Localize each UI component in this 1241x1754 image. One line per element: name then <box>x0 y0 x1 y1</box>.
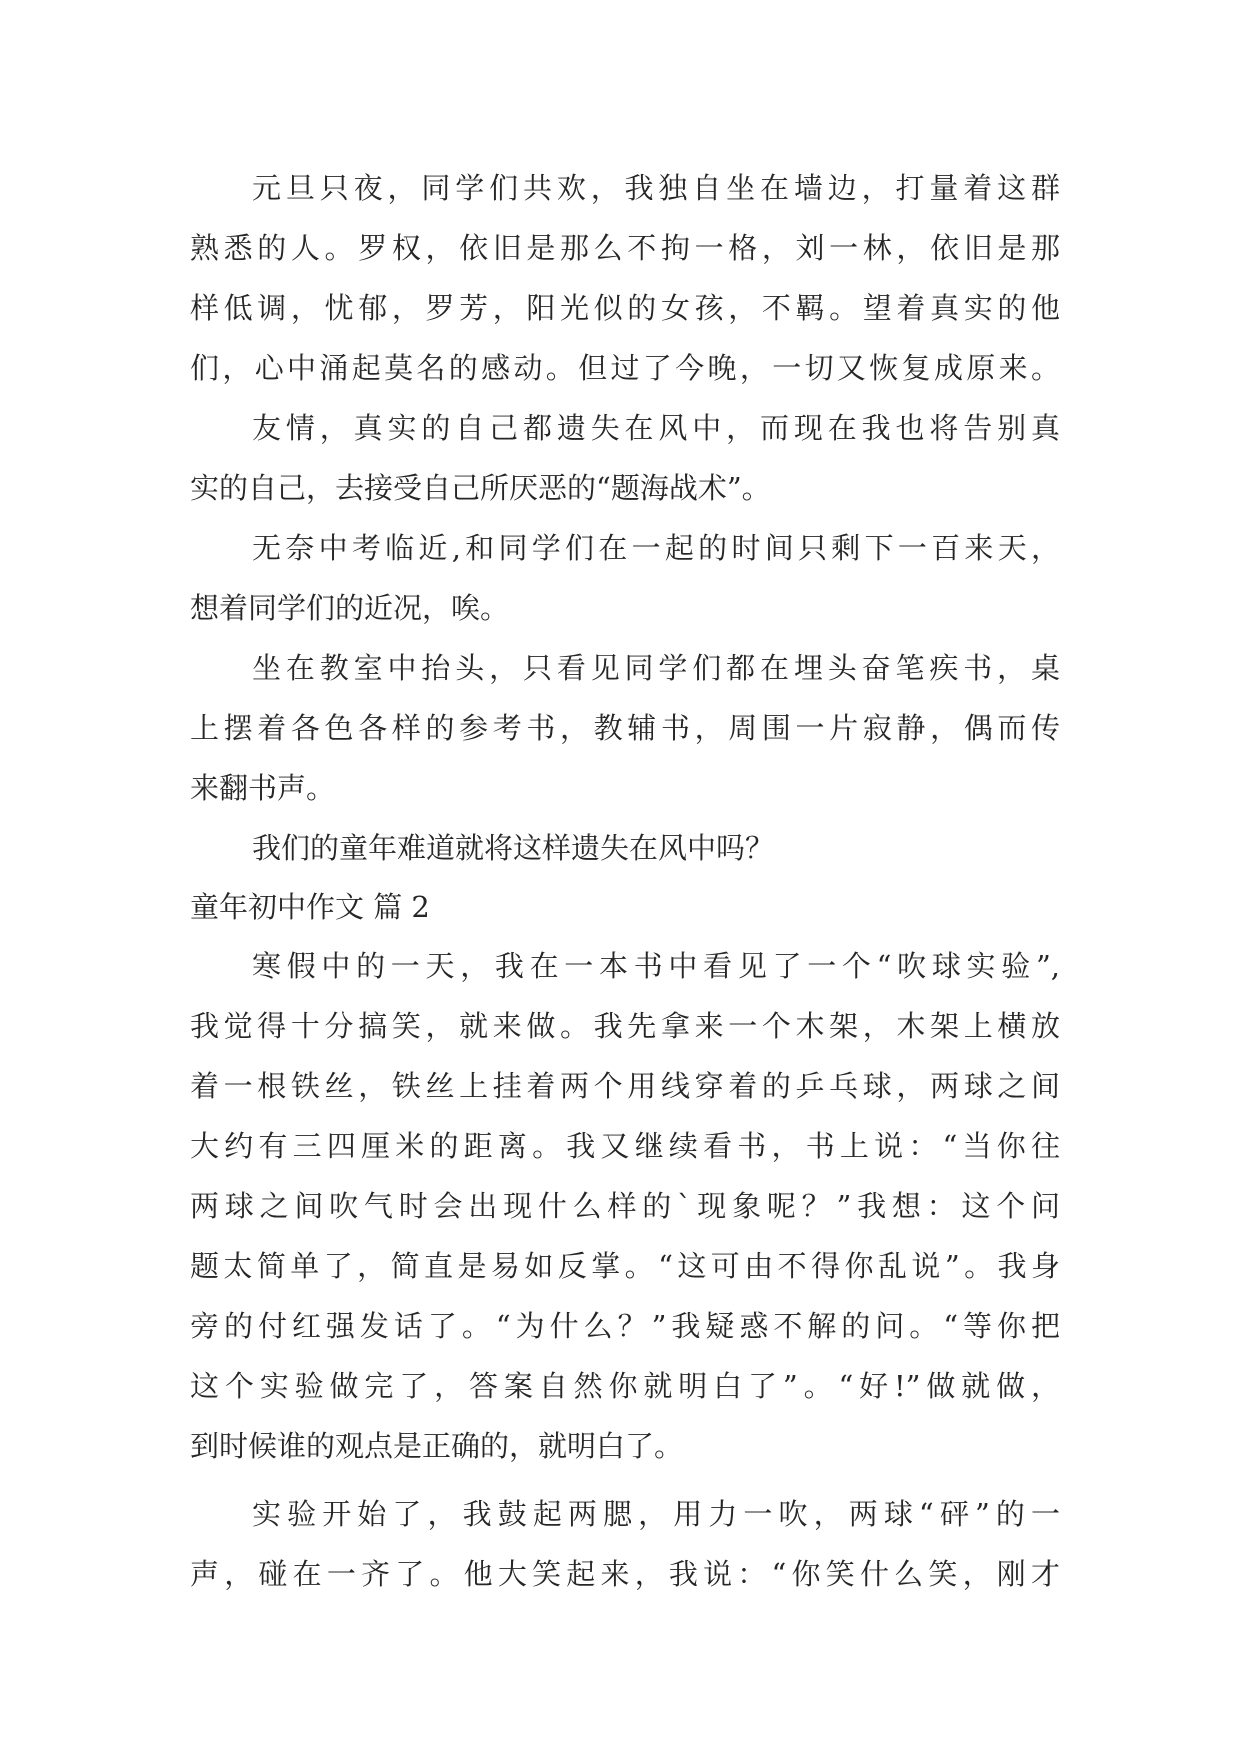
text-line: 坐在教室中抬头，只看见同学们都在埋头奋笔疾书，桌 <box>252 651 1060 685</box>
paragraph <box>190 398 1060 518</box>
paragraph <box>190 1484 1060 1604</box>
text-line: 大约有三四厘米的距离。我又继续看书，书上说：“当你往 <box>190 1129 1060 1163</box>
text-line: 实的自己，去接受自己所厌恶的“题海战术”。 <box>190 471 771 505</box>
text-line: 上摆着各色各样的参考书，教辅书，周围一片寂静，偶而传 <box>190 711 1060 745</box>
text-line: 题太简单了，简直是易如反掌。“这可由不得你乱说”。我身 <box>190 1249 1060 1283</box>
text-line: 我觉得十分搞笑，就来做。我先拿来一个木架，木架上横放 <box>190 1009 1060 1043</box>
text-line: 元旦只夜，同学们共欢，我独自坐在墙边，打量着这群 <box>252 171 1060 205</box>
text-line: 这个实验做完了，答案自然你就明白了”。“好!”做就做， <box>190 1369 1060 1403</box>
paragraph <box>190 518 1060 638</box>
text-line: 想着同学们的近况，唉。 <box>190 591 510 625</box>
text-line: 来翻书声。 <box>190 771 336 805</box>
document-body <box>190 158 1060 1604</box>
text-line: 寒假中的一天，我在一本书中看见了一个“吹球实验”, <box>252 949 1060 983</box>
text-line: 旁的付红强发话了。“为什么？”我疑惑不解的问。“等你把 <box>190 1309 1060 1343</box>
text-line: 到时候谁的观点是正确的，就明白了。 <box>190 1429 684 1463</box>
section-heading: 童年初中作文 篇 2 <box>190 890 430 924</box>
text-line: 着一根铁丝，铁丝上挂着两个用线穿着的乒乓球，两球之间 <box>190 1069 1060 1103</box>
text-line: 熟悉的人。罗权，依旧是那么不拘一格，刘一林，依旧是那 <box>190 231 1060 265</box>
text-line: 友情，真实的自己都遗失在风中，而现在我也将告别真 <box>252 411 1060 445</box>
paragraph <box>190 158 1060 398</box>
paragraph <box>190 936 1060 1476</box>
paragraph <box>190 818 1060 878</box>
paragraph-gap <box>190 1476 1060 1484</box>
text-line: 样低调，忧郁，罗芳，阳光似的女孩，不羁。望着真实的他 <box>190 291 1060 325</box>
text-line: 无奈中考临近,和同学们在一起的时间只剩下一百来天， <box>252 531 1060 565</box>
text-line: 实验开始了，我鼓起两腮，用力一吹，两球“砰”的一 <box>252 1497 1060 1531</box>
text-line: 声，碰在一齐了。他大笑起来，我说：“你笑什么笑，刚才 <box>190 1557 1060 1591</box>
paragraph <box>190 638 1060 818</box>
text-line: 两球之间吹气时会出现什么样的`现象呢？”我想：这个问 <box>190 1189 1060 1223</box>
text-line: 我们的童年难道就将这样遗失在风中吗？ <box>252 831 775 865</box>
text-line: 们，心中涌起莫名的感动。但过了今晚，一切又恢复成原来。 <box>190 351 1060 385</box>
